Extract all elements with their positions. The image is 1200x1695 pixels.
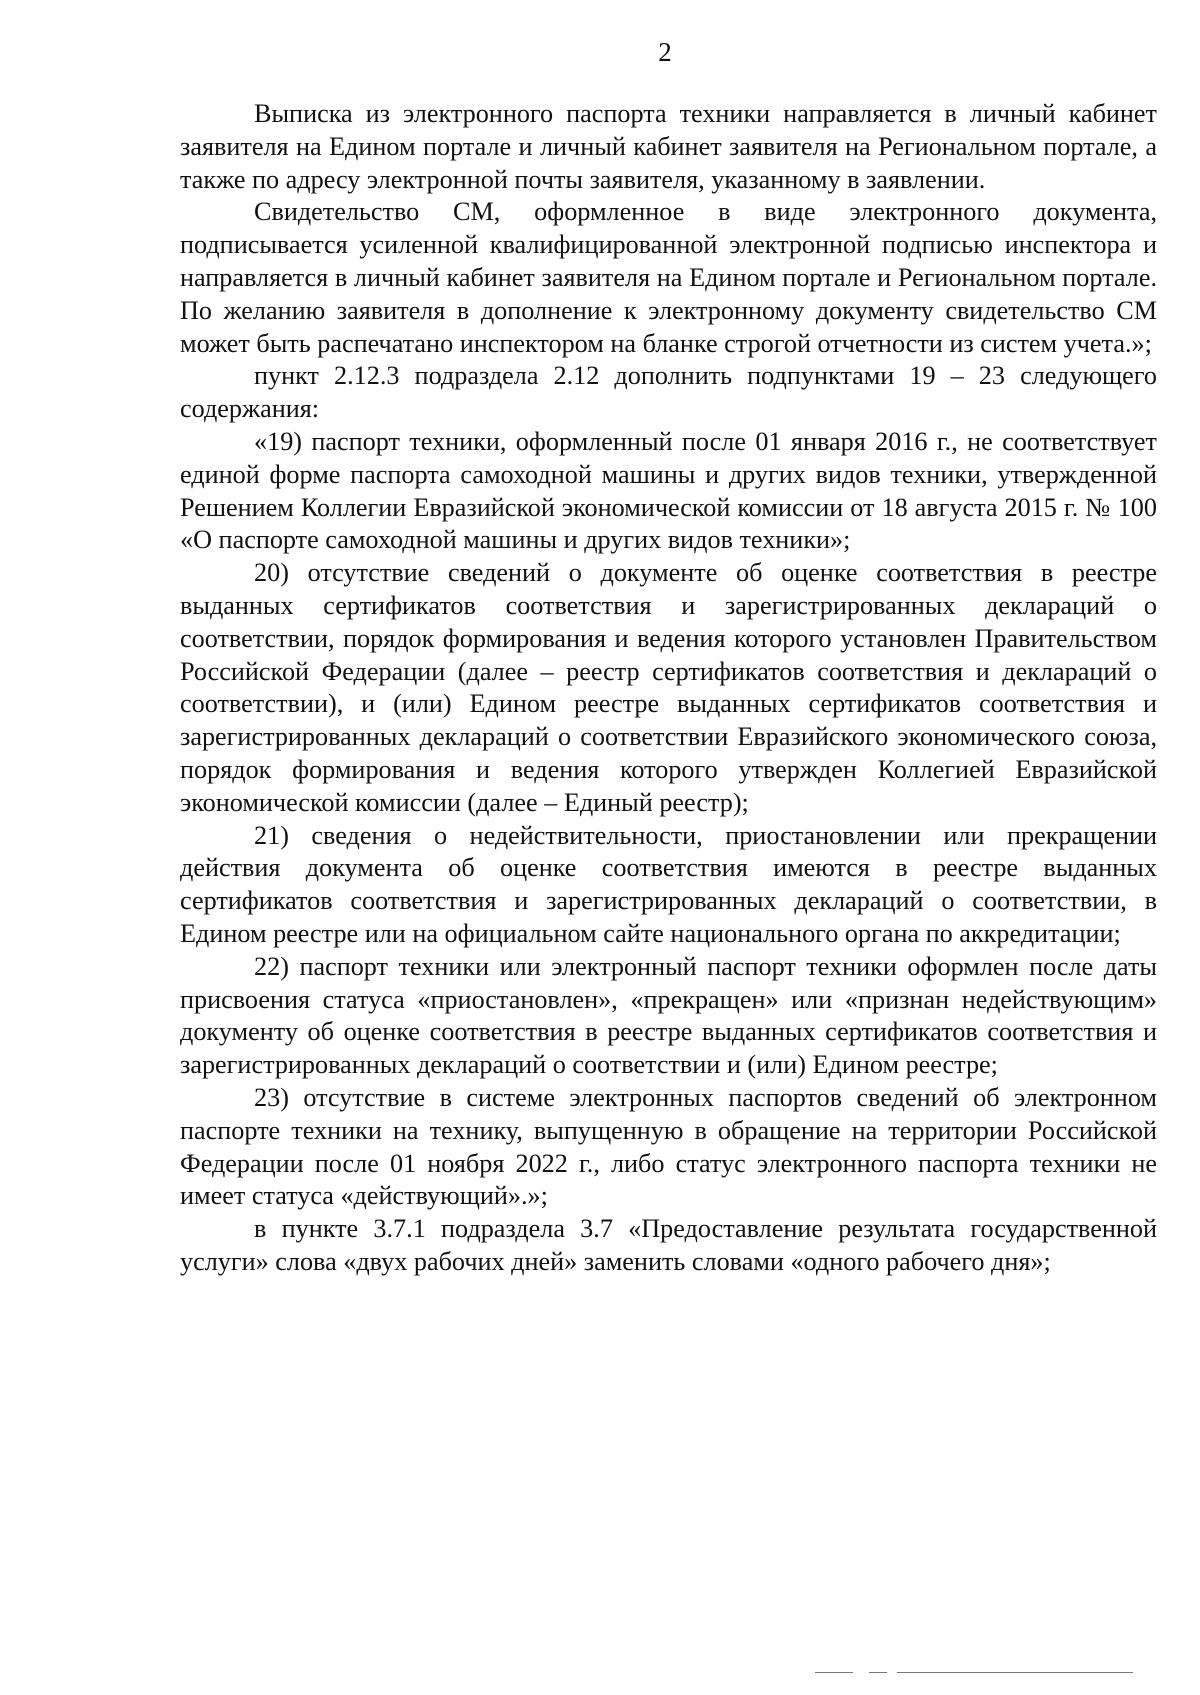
paragraph-clause-amendment: пункт 2.12.3 подраздела 2.12 дополнить подпунктами 19 – 23 следующего содержания: — [180, 361, 1157, 424]
paragraph-item-23: 23) отсутствие в системе электронных паспортов сведений об электронном паспорте техники на технику, выпущенную в обращение на территории Российской Федерации после 01 ноября 2022 г., либо статус электронного паспорта техники не имеет статуса «действующий».»; — [180, 1082, 1157, 1211]
paragraph-item-22: 22) паспорт техники или электронный паспорт техники оформлен после даты присвоения статуса «приостановлен», «прекращен» или «признан недействующим» документу об оценке соответствия в реестре выданных сертификатов соответствия и зарегистрированных деклараций о соответствии и (или) Едином реестре; — [180, 951, 1157, 1080]
paragraph-certificate-signing: Свидетельство СМ, оформленное в виде электронного документа, подписывается усиленной квалифицированной электронной подписью инспектора и направляется в личный кабинет заявителя на Едином портале и Региональном портале. По желанию заявителя в дополнение к электронному документу свидетельство СМ может быть распечатано инспектором на бланке строгой отчетности из систем учета.»; — [180, 197, 1157, 358]
page-number: 2 — [658, 37, 672, 67]
paragraph-item-19: «19) паспорт техники, оформленный после 01 января 2016 г., не соответствует единой форме паспорта самоходной машины и других видов техники, утвержденной Решением Коллегии Евразийской экономической комиссии от 18 августа 2015 г. № 100 «О паспорте самоходной машины и других видов техники»; — [180, 426, 1157, 555]
scan-mark — [815, 1672, 853, 1673]
scan-mark — [897, 1672, 1133, 1673]
paragraph-item-21: 21) сведения о недействительности, приостановлении или прекращении действия документа об оценке соответствия имеются в реестре выданных сертификатов соответствия и зарегистрированных деклараций о соответствии, в Едином реестре или на официальном сайте национального органа по аккредитации; — [180, 820, 1157, 948]
document-body — [180, 98, 1157, 1279]
scan-mark — [869, 1672, 887, 1673]
paragraph-extract-delivery: Выписка из электронного паспорта техники направляется в личный кабинет заявителя на Едином портале и личный кабинет заявителя на Региональном портале, а также по адресу электронной почты заявителя, указанному в заявлении. — [180, 99, 1157, 194]
paragraph-deadline-change: в пункте 3.7.1 подраздела 3.7 «Предоставление результата государственной услуги» слова «двух рабочих дней» заменить словами «одного рабочего дня»; — [180, 1214, 1157, 1276]
paragraph-item-20: 20) отсутствие сведений о документе об оценке соответствия в реестре выданных сертификатов соответствия и зарегистрированных деклараций о соответствии, порядок формирования и ведения которого установлен Правительством Российской Федерации (далее – реестр сертификатов соответствия и деклараций о соответствии), и (или) Едином реестре выданных сертификатов соответствия и зарегистрированных деклараций о соответствии Евразийского экономического союза, порядок формирования и ведения которого утвержден Коллегией Евразийской экономической комиссии (далее – Единый реестр); — [180, 558, 1157, 817]
scan-footer-marks — [815, 1670, 1145, 1676]
